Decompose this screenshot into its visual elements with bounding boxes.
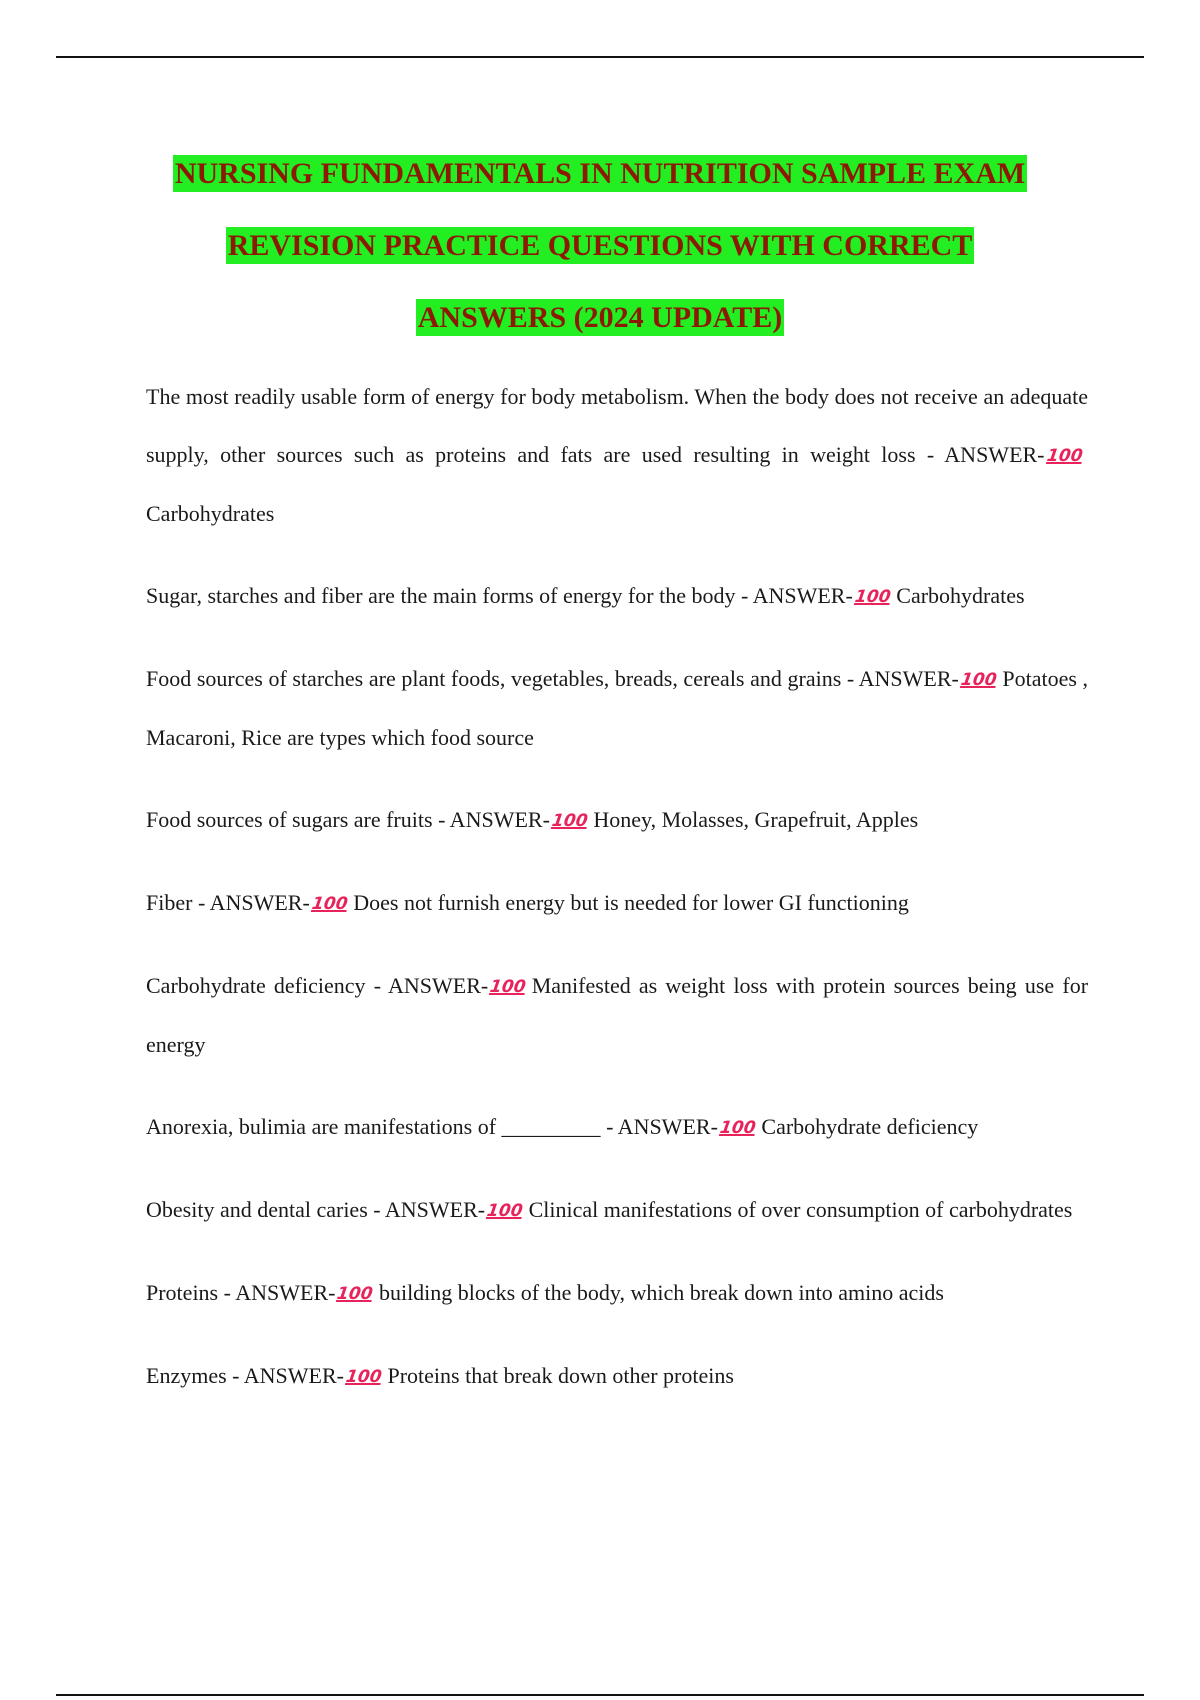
qa-item-8 [146, 1181, 1088, 1240]
top-rule [56, 56, 1144, 58]
hundred-points-icon: 100 [718, 1118, 757, 1138]
hundred-points-icon: 100 [488, 977, 528, 997]
qa-item-6 [146, 957, 1088, 1074]
hundred-points-icon: 100 [853, 587, 892, 607]
answer-marker: - ANSWER- [438, 807, 550, 832]
question-text: Anorexia, bulimia are manifestations of _________ [146, 1114, 601, 1139]
hundred-points-icon: 100 [344, 1367, 383, 1387]
answer-marker: - ANSWER- [223, 1280, 336, 1305]
question-text: Food sources of starches are plant foods, vegetables, breads, cereals and grains [146, 666, 842, 691]
question-text: Fiber [146, 890, 193, 915]
qa-item-7 [146, 1098, 1088, 1157]
hundred-points-icon: 100 [310, 894, 349, 914]
answer-text: Manifested as weight loss with protein sources being use for energy [146, 973, 1089, 1057]
answer-marker: - ANSWER- [373, 973, 489, 998]
answer-text: Clinical manifestations of over consumption of carbohydrates [528, 1197, 1073, 1222]
qa-item-4 [146, 791, 1088, 850]
title-line-3-text: ANSWERS (2024 UPDATE) [417, 301, 783, 334]
qa-item-1 [146, 368, 1088, 543]
title-line-1-text: NURSING FUNDAMENTALS IN NUTRITION SAMPLE EXAM [174, 157, 1026, 190]
answer-marker: - ANSWER- [606, 1114, 718, 1139]
question-text: Obesity and dental caries [146, 1197, 368, 1222]
hundred-points-icon: 100 [550, 811, 589, 831]
hundred-points-icon: 100 [336, 1284, 375, 1304]
answer-marker: - ANSWER- [740, 583, 853, 608]
answer-marker: - ANSWER- [232, 1363, 344, 1388]
hundred-points-icon: 100 [959, 670, 998, 690]
answer-marker: - ANSWER- [846, 666, 959, 691]
answer-marker: - ANSWER- [373, 1197, 486, 1222]
qa-item-2 [146, 567, 1088, 626]
hundred-points-icon: 100 [1045, 446, 1084, 466]
question-text: Food sources of sugars are fruits [146, 807, 433, 832]
question-text: Carbohydrate deficiency [146, 973, 366, 998]
question-text: The most readily usable form of energy for body metabolism. When the body does not receive an adequate supply, other sources such as proteins and fats are used resulting in weight loss [146, 384, 1088, 467]
qa-list [146, 368, 1088, 1430]
qa-item-3 [146, 650, 1088, 767]
answer-text: Carbohydrate deficiency [761, 1114, 979, 1139]
answer-text: Carbohydrates [896, 583, 1025, 608]
answer-text: building blocks of the body, which break down into amino acids [378, 1280, 944, 1305]
answer-text: Carbohydrates [146, 501, 275, 526]
qa-item-10 [146, 1347, 1088, 1406]
title-line-2 [56, 210, 1144, 282]
question-text: Enzymes [146, 1363, 227, 1388]
answer-text: Honey, Molasses, Grapefruit, Apples [593, 807, 919, 832]
answer-marker: - ANSWER- [197, 890, 310, 915]
title-line-1 [56, 138, 1144, 210]
answer-text: Proteins that break down other proteins [387, 1363, 734, 1388]
question-text: Sugar, starches and fiber are the main forms of energy for the body [146, 583, 736, 608]
answer-text: Potatoes , Macaroni, Rice are types which food source [146, 666, 1089, 750]
qa-item-5 [146, 874, 1088, 933]
answer-marker: - ANSWER- [926, 442, 1045, 467]
document-title [56, 138, 1144, 354]
question-text: Proteins [146, 1280, 219, 1305]
hundred-points-icon: 100 [485, 1201, 524, 1221]
title-line-3 [56, 282, 1144, 354]
answer-text: Does not furnish energy but is needed for lower GI functioning [353, 890, 909, 915]
qa-item-9 [146, 1264, 1088, 1323]
title-line-2-text: REVISION PRACTICE QUESTIONS WITH CORRECT [227, 229, 973, 262]
bottom-rule [56, 1694, 1144, 1696]
